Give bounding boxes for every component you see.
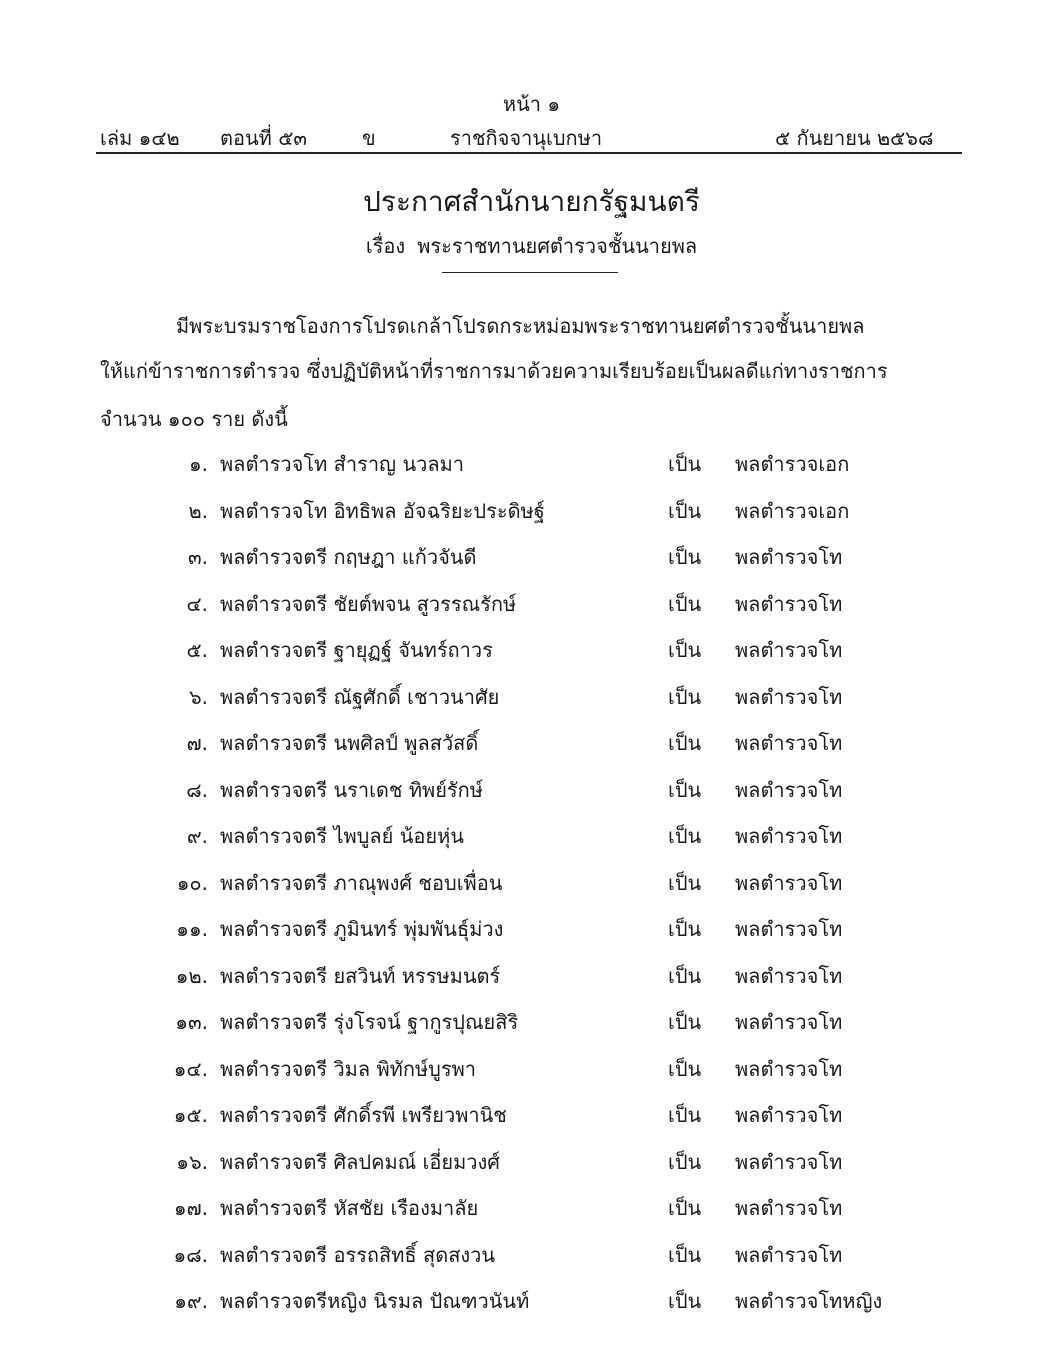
promotion-verb: เป็น xyxy=(668,1010,702,1034)
body-line-2: ให้แก่ข้าราชการตำรวจ ซึ่งปฏิบัติหน้าที่ราชการมาด้วยความเรียบร้อยเป็นผลดีแก่ทางราชการ xyxy=(100,359,888,383)
subject-text: พระราชทานยศตำรวจชั้นนายพล xyxy=(417,234,698,258)
promotion-verb: เป็น xyxy=(668,452,702,476)
officer-name: พลตำรวจตรี นพศิลป์ พูลสวัสดิ์ xyxy=(220,731,479,755)
new-rank: พลตำรวจโท xyxy=(735,684,843,709)
promotion-verb: เป็น xyxy=(668,684,702,709)
entry-number: ๑๔. xyxy=(173,1056,208,1081)
entry-number: ๕. xyxy=(186,638,208,662)
officer-name: พลตำรวจตรี ณัฐศักดิ์ เชาวนาศัย xyxy=(220,684,500,709)
promotion-verb: เป็น xyxy=(668,545,702,569)
officer-name: พลตำรวจตรี อรรถสิทธิ์ สุดสงวน xyxy=(220,1242,496,1267)
list-item xyxy=(0,1006,1063,1050)
entry-number: ๑๙. xyxy=(174,1289,208,1313)
officer-name: พลตำรวจโท อิทธิพล อัจฉริยะประดิษฐ์ xyxy=(220,498,545,523)
new-rank: พลตำรวจโท xyxy=(735,917,843,941)
promotion-verb: เป็น xyxy=(668,917,702,941)
entry-number: ๑๗. xyxy=(173,1196,208,1220)
volume-number: เล่ม ๑๔๒ xyxy=(100,126,180,150)
list-item xyxy=(0,774,1063,818)
list-item xyxy=(0,913,1063,957)
new-rank: พลตำรวจโท xyxy=(735,1196,843,1220)
publication-date: ๕ กันยายน ๒๕๖๘ xyxy=(775,126,934,150)
new-rank: พลตำรวจโท xyxy=(735,963,843,988)
issue-number: ตอนที่ ๕๓ xyxy=(220,126,308,150)
promotion-verb: เป็น xyxy=(668,498,702,523)
new-rank: พลตำรวจโท xyxy=(735,1056,843,1081)
entry-number: ๒. xyxy=(188,498,208,523)
entry-number: ๑๕. xyxy=(173,1103,208,1127)
officer-name: พลตำรวจตรี ไพบูลย์ น้อยหุ่น xyxy=(220,824,464,848)
list-item xyxy=(0,634,1063,678)
new-rank: พลตำรวจโทหญิง xyxy=(735,1289,883,1313)
promotion-verb: เป็น xyxy=(668,1056,702,1081)
officer-name: พลตำรวจโท สำราญ นวลมา xyxy=(220,452,465,476)
entry-number: ๑๖. xyxy=(176,1149,208,1174)
entry-number: ๓. xyxy=(187,545,208,569)
promotion-verb: เป็น xyxy=(668,1149,702,1174)
officer-name: พลตำรวจตรี กฤษฎา แก้วจันดี xyxy=(220,545,477,569)
promotion-verb: เป็น xyxy=(668,591,702,616)
promotion-verb: เป็น xyxy=(668,777,702,802)
officer-name: พลตำรวจตรี ภูมินทร์ พุ่มพันธุ์ม่วง xyxy=(220,917,504,941)
title-underline xyxy=(442,272,618,273)
new-rank: พลตำรวจโท xyxy=(735,638,843,662)
promotion-verb: เป็น xyxy=(668,731,702,755)
promotion-verb: เป็น xyxy=(668,1289,702,1313)
list-item xyxy=(0,448,1063,492)
promotion-verb: เป็น xyxy=(668,870,702,895)
announcement-subject xyxy=(0,230,1063,262)
list-item xyxy=(0,1053,1063,1097)
officer-name: พลตำรวจตรี ภาณุพงศ์ ชอบเพื่อน xyxy=(220,870,503,895)
list-item xyxy=(0,1192,1063,1236)
list-item xyxy=(0,820,1063,864)
list-item xyxy=(0,1239,1063,1283)
header-divider xyxy=(96,152,962,154)
entry-number: ๑๑. xyxy=(176,917,208,941)
entry-number: ๑๘. xyxy=(173,1242,208,1267)
new-rank: พลตำรวจโท xyxy=(735,824,843,848)
promotion-verb: เป็น xyxy=(668,1242,702,1267)
promotion-verb: เป็น xyxy=(668,638,702,662)
promotion-verb: เป็น xyxy=(668,1196,702,1220)
new-rank: พลตำรวจโท xyxy=(735,545,843,569)
subject-label: เรื่อง xyxy=(365,234,406,258)
officer-name: พลตำรวจตรี หัสชัย เรืองมาลัย xyxy=(220,1196,479,1220)
body-line-1: มีพระบรมราชโองการโปรดเกล้าโปรดกระหม่อมพระราชทานยศตำรวจชั้นนายพล xyxy=(176,314,865,338)
new-rank: พลตำรวจโท xyxy=(735,1103,843,1127)
section-letter: ข xyxy=(362,126,376,150)
promotion-verb: เป็น xyxy=(668,963,702,988)
list-item xyxy=(0,681,1063,725)
body-line-3: จำนวน ๑๐๐ ราย ดังนี้ xyxy=(100,407,288,431)
page-number: หน้า ๑ xyxy=(502,92,561,116)
officer-name: พลตำรวจตรี ชัยต์พจน สูวรรณรักษ์ xyxy=(220,591,517,616)
new-rank: พลตำรวจเอก xyxy=(735,498,850,523)
new-rank: พลตำรวจโท xyxy=(735,731,843,755)
promotion-verb: เป็น xyxy=(668,824,702,848)
officer-name: พลตำรวจตรี วิมล พิทักษ์บูรพา xyxy=(220,1056,476,1081)
gazette-name: ราชกิจจานุเบกษา xyxy=(450,126,603,150)
entry-number: ๘. xyxy=(186,777,208,802)
entry-number: ๙. xyxy=(186,824,208,848)
list-item xyxy=(0,727,1063,771)
promotion-verb: เป็น xyxy=(668,1103,702,1127)
list-item xyxy=(0,867,1063,911)
new-rank: พลตำรวจโท xyxy=(735,1149,843,1174)
list-item xyxy=(0,588,1063,632)
entry-number: ๑. xyxy=(188,452,208,476)
new-rank: พลตำรวจเอก xyxy=(735,452,850,476)
announcement-title: ประกาศสำนักนายกรัฐมนตรี xyxy=(363,185,700,218)
officer-name: พลตำรวจตรี ยสวินท์ หรรษมนตร์ xyxy=(220,963,501,988)
entry-number: ๑๐. xyxy=(176,870,208,895)
officer-name: พลตำรวจตรี รุ่งโรจน์ ฐากูรปุณยสิริ xyxy=(220,1010,519,1034)
entry-number: ๑๒. xyxy=(175,963,208,988)
new-rank: พลตำรวจโท xyxy=(735,1242,843,1267)
new-rank: พลตำรวจโท xyxy=(735,777,843,802)
list-item xyxy=(0,1285,1063,1329)
list-item xyxy=(0,960,1063,1004)
officer-name: พลตำรวจตรี ฐายุฏฐ์ จันทร์ถาวร xyxy=(220,638,493,662)
list-item xyxy=(0,495,1063,539)
officer-name: พลตำรวจตรี ศิลปคมณ์ เอี่ยมวงศ์ xyxy=(220,1149,500,1174)
new-rank: พลตำรวจโท xyxy=(735,591,843,616)
entry-number: ๖. xyxy=(188,684,208,709)
list-item xyxy=(0,1146,1063,1190)
new-rank: พลตำรวจโท xyxy=(735,870,843,895)
officer-name: พลตำรวจตรีหญิง นิรมล ปัณฑวนันท์ xyxy=(220,1289,530,1313)
entry-number: ๗. xyxy=(186,731,208,755)
list-item xyxy=(0,541,1063,585)
new-rank: พลตำรวจโท xyxy=(735,1010,843,1034)
officer-name: พลตำรวจตรี นราเดช ทิพย์รักษ์ xyxy=(220,777,483,802)
entry-number: ๔. xyxy=(186,591,208,616)
officer-name: พลตำรวจตรี ศักดิ์รพี เพรียวพานิช xyxy=(220,1103,507,1127)
list-item xyxy=(0,1099,1063,1143)
entry-number: ๑๓. xyxy=(175,1010,208,1034)
